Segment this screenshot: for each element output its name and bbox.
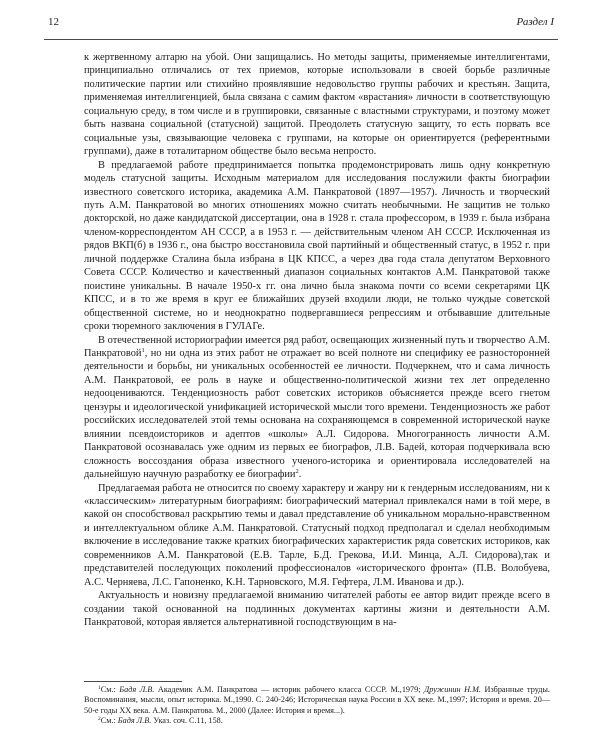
footnote-1-author-2: Дружинин Н.М. [424,685,481,694]
footnote-1-author-1: Бадя Л.В. [119,685,155,694]
footnote-1-prefix: См.: [100,685,120,694]
footnotes [84,685,550,727]
page-number: 12 [48,16,59,28]
paragraph-3-part-b: , но ни одна из этих работ не отражает во всей полноте ни специфику ее разносторонней деятельности и борьбы, ни уникальных особенностей ее личности. Подчеркнем, что и сама личность А.М. Панкратовой, ее роль в науке и общественно-политической жизни тех лет определенно недооцениваются. Тенденциозность работ советских историков объясняется прежде всего гнетом цензуры и идеологической унификацией исторической мысли того времени. Тенденциозность же работ российских исследователей этой темы основана на сохраняющемся в современной исторической науке влиянии псевдоисториков и адептов «школы» А.Л. Сидорова. Многогранность личности А.М. Панкратовой осознавалась уже одним из первых ее биографов, Л.В. Бадей, которая подчеркивала всю сложность воссоздания образа известного ученого-историка и ориентировала исследователей на дальнейшую научную разработку ее биографии [84,347,550,481]
header-rule [44,39,558,40]
footnote-ref-1[interactable]: 1 [141,346,145,354]
paragraph-4: Предлагаемая работа не относится по своему характеру и жанру ни к гендерным исследованиям, ни к «классическим» литературным биографиям: биографический материал привлекался нами в той мере, в какой он способствовал раскрытию темы и давал представление об уникальном морально-нравственном и интеллектуальном облике А.М. Панкратовой. Статусный подход предполагал и сделал необходимым включение в исследование также кратких биографических характеристик ряда советских историков, как современников А.М. Панкратовой (Е.В. Тарле, Б.Д. Грекова, И.И. Минца, А.Л. Сидорова),так и представителей последующих поколений профессионалов «исторического фронта» (П.В. Волобуева, А.С. Черняева, Л.С. Гапоненко, К.Н. Тарновского, М.Я. Гефтера, Л.М. Иванова и др.). [84,482,550,588]
footnote-2-author: Бадя Л.В. [117,716,152,726]
paragraph-1: к жертвенному алтарю на убой. Они защищались. Но методы защиты, применяемые интеллигентами, принципиально отличались от тех приемов, которые использовали в своей борьбе различные политические партии или стихийно проявлявшие недовольство группы рабочих и крестьян. Защита, применяемая интеллигенцией, была связана с самим фактом «врастания» личности в соответствующую социальную среду, в том числе и в группировки, связанные с властными структурами, и поэтому может быть названа социальной (статусной) защитой. Преодолеть статусную защиту, то есть порвать все социальные узы, связывающие человека с группами, на которые он ориентируется (референтными группами), даже в тоталитарном обществе было весьма непросто. [84,52,550,158]
paragraph-2: В предлагаемой работе предпринимается попытка продемонстрировать лишь одну конкретную модель статусной защиты. Исходным материалом для исследования послужили факты биографии известного советского историка, академика А.М. Панкратовой (1897—1957). Личность и творческий путь А.М. Панкратовой во многих отношениях можно считать необычными. Не защитив не только докторской, но даже кандидатской диссертации, она в 1928 г. стала профессором, в 1939 г. была избрана членом-корреспондентом АН СССР, а в 1953 г. — действительным членом АН СССР. Исключенная из рядов ВКП(б) в 1936 г., она быстро восстановила свой партийный и общественный статус, в 1952 г. при личной поддержке Сталина была избрана в ЦК КПСС, а через два года стала депутатом Верховного Совета СССР. Количество и качественный диапазон социальных контактов А.М. Панкратовой также поистине уникальны. В начале 1950-х гг. она лично была знакома почти со всеми секретарями ЦК КПСС, и в то же время в круг ее ближайших друзей входили люди, не только чуждые советской общественной системе, но и неоднократно подвергавшиеся репрессиям и отбывавшие длительные сроки тюремного заключения в ГУЛАГе. [84,159,550,333]
footnote-1-number: 1 [98,685,101,691]
footnote-1-middle: Академик А.М. Панкратова — историк рабочего класса СССР. М.,1979; [154,685,425,694]
footnote-1 [84,685,550,716]
footnote-2 [84,716,550,726]
footnote-2-prefix: См.: [100,716,118,726]
section-label: Раздел I [516,16,554,28]
footnote-rule [84,681,182,682]
paragraph-3 [84,334,550,482]
paragraph-3-part-c: . [298,469,302,481]
footnote-1-rest: Избранные труды. Воспоминания, мысли, опыт историка. М.,1990. С. 240-246; Историческая наука России в XX веке. М.,1997; История и время. 20—50-е годы XX века. А.М. Панкратова. М., 2000 (Далее: История и время...). [84,685,550,715]
paragraph-3-part-a: В отечественной историографии имеется ряд работ, освещающих жизненный путь и творчество А.М. Панкратовой [84,334,550,359]
body-text [84,51,550,629]
footnote-ref-2[interactable]: 2 [295,468,299,476]
footnote-2-rest: Указ. соч. С.11, 158. [151,716,223,726]
paragraph-5: Актуальность и новизну предлагаемой вниманию читателей работы ее автор видит прежде всего в создании такой основанной на подлинных документах картины жизни и деятельности А.М. Панкратовой, которая является альтернативной господствующим в на- [84,590,550,629]
footnote-2-number: 2 [98,716,101,723]
